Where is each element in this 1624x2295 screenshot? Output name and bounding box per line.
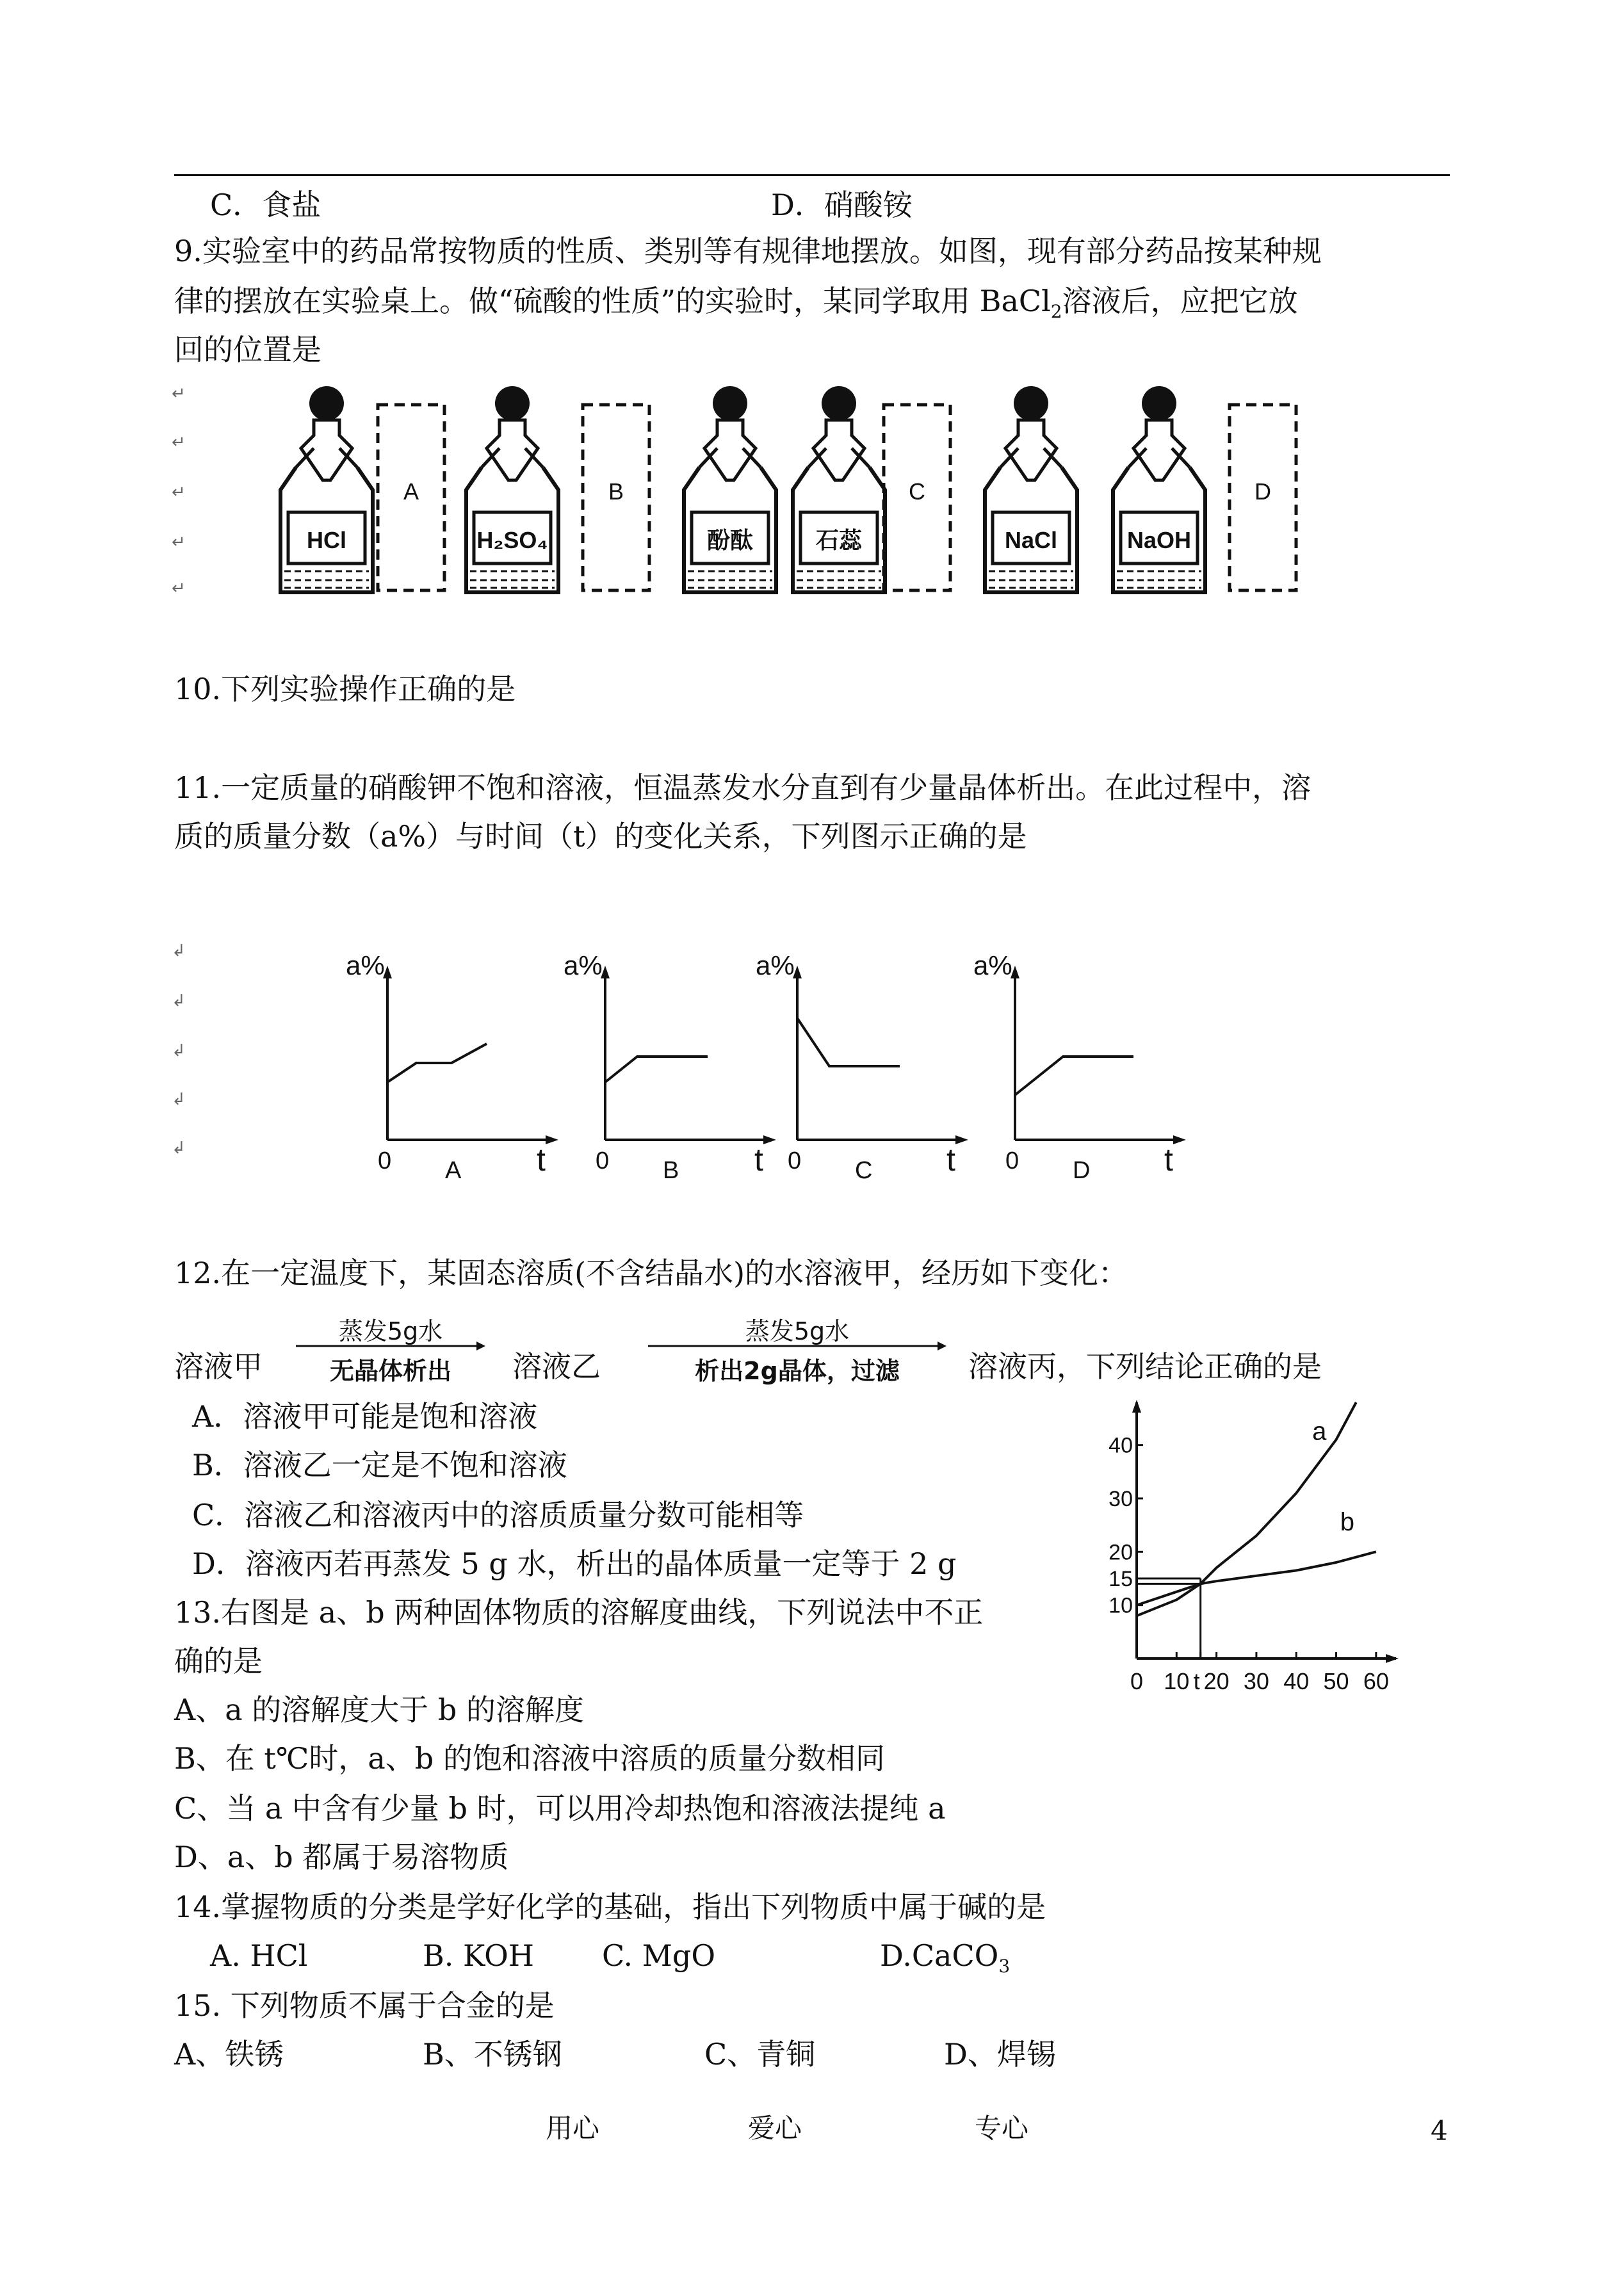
q15-option-a: A、铁锈 [174,2037,284,2072]
slot-label: B [608,478,624,505]
graph-option-label: B [663,1157,679,1184]
graph-option-label: C [855,1157,873,1184]
graph-option-label: D [1073,1157,1091,1184]
reagent-bottle [1113,386,1205,592]
q12-option-d: D．溶液丙若再蒸发 5 g 水，析出的晶体质量一定等于 2 g [192,1546,957,1581]
q14-text: 14.掌握物质的分类是学好化学的基础，指出下列物质中属于碱的是 [174,1890,1046,1924]
solubility-chart [1101,1396,1409,1703]
q14-option-c: C. MgO [602,1938,716,1973]
slot-label: C [909,478,925,505]
reagent-bottle [684,386,776,592]
reagent-bottle [793,386,885,592]
series-a-label: a [1312,1417,1327,1446]
q15-option-b: B、不锈钢 [423,2037,562,2072]
q12-s1: 溶液甲 [174,1349,263,1384]
q9-line2: 律的摆放在实验桌上。做“硫酸的性质”的实验时，某同学取用 BaCl$_2$溶液后，应把它放 [174,284,1298,323]
graph-b [564,950,776,1184]
q14-option-b: B. KOH [423,1938,535,1973]
q15-option-d: D、焊锡 [944,2037,1056,2072]
y-tick-label: 40 [1108,1433,1133,1458]
slot-box [884,405,950,590]
y-tick-label: 30 [1108,1487,1133,1511]
bottle-label: NaOH [1126,527,1192,553]
q12-s3: 溶液丙，下列结论正确的是 [968,1349,1322,1384]
q9-line1: 9.实验室中的药品常按物质的性质、类别等有规律地摆放。如图，现有部分药品按某种规 [174,234,1322,268]
q13-option-d: D、a、b 都属于易溶物质 [174,1840,509,1874]
slot-box [378,405,444,590]
graph-xlabel: t [1164,1142,1173,1178]
q13-option-c: C、当 a 中含有少量 b 时，可以用冷却热饱和溶液法提纯 a [174,1791,946,1826]
x-tick-label: 0 [1130,1668,1144,1694]
x-tick-label: 10 [1164,1668,1190,1694]
q11-graphs [333,948,1191,1191]
q8-option-d: D．硝酸铵 [771,188,913,222]
q12-option-a: A．溶液甲可能是饱和溶液 [192,1399,538,1434]
q15-option-c: C、青铜 [704,2037,816,2072]
bottle-label: HCl [307,527,346,553]
y-tick-label: 15 [1108,1567,1133,1591]
graph-origin: 0 [378,1148,392,1174]
graph-a [346,950,558,1184]
footer-zhuanxin: 专心 [975,2113,1029,2144]
graph-xlabel: t [946,1142,955,1178]
bottle-label: NaCl [1004,527,1058,553]
footer-yongxin: 用心 [546,2113,600,2144]
graph-xlabel: t [537,1142,546,1178]
reagent-bottle [280,386,373,592]
q13-option-a: A、a 的溶解度大于 b 的溶解度 [174,1692,584,1727]
q15-text: 15. 下列物质不属于合金的是 [174,1988,555,2023]
q12-arrow2: 蒸发5g水 析出2g晶体，过滤 [647,1306,948,1377]
q13-line1: 13.右图是 a、b 两种固体物质的溶解度曲线，下列说法中不正 [174,1595,984,1630]
q13-line2: 确的是 [174,1644,263,1678]
reagent-bottle [466,386,558,592]
q12-arrow1: 蒸发5g水 无晶体析出 [295,1306,487,1377]
graph-ylabel: a% [346,950,385,980]
y-tick-label: 10 [1108,1593,1133,1618]
bottle-label: 酚酞 [706,527,754,553]
graph-option-label: A [445,1157,462,1184]
q14-option-a: A. HCl [210,1938,308,1973]
q9-line3: 回的位置是 [174,332,321,367]
reagent-bottle [985,386,1077,592]
q12-line1: 12.在一定温度下，某固态溶质(不含结晶水)的水溶液甲，经历如下变化： [174,1256,1128,1290]
graph-origin: 0 [596,1148,610,1174]
x-tick-label: 20 [1203,1668,1230,1694]
x-tick-label: 40 [1283,1668,1310,1694]
q11-line1: 11.一定质量的硝酸钾不饱和溶液，恒温蒸发水分直到有少量晶体析出。在此过程中，溶 [174,770,1311,805]
slot-label: A [403,478,419,505]
graph-d [973,950,1186,1184]
slot-box [1230,405,1296,590]
slot-box [583,405,649,590]
footer-aixin: 爱心 [748,2113,802,2144]
q12-option-b: B．溶液乙一定是不饱和溶液 [192,1448,567,1482]
graph-xlabel: t [754,1142,763,1178]
q12-s2: 溶液乙 [512,1349,601,1384]
graph-ylabel: a% [973,950,1012,980]
graph-ylabel: a% [564,950,603,980]
slot-label: D [1255,478,1271,505]
graph-ylabel: a% [756,950,795,980]
series-b-label: b [1340,1508,1355,1536]
x-tick-label: t [1193,1668,1200,1694]
x-tick-label: 30 [1243,1668,1269,1694]
x-tick-label: 60 [1363,1668,1389,1694]
q13-option-b: B、在 t℃时，a、b 的饱和溶液中溶质的质量分数相同 [174,1741,885,1776]
x-tick-label: 50 [1323,1668,1349,1694]
bottle-label: 石蕊 [815,527,863,553]
q12-option-c: C．溶液乙和溶液丙中的溶质质量分数可能相等 [192,1498,804,1532]
q10-text: 10.下列实验操作正确的是 [174,672,516,706]
page-number: 4 [1431,2115,1448,2146]
q8-option-c: C．食盐 [210,188,321,222]
q14-option-d: D.CaCO$_3$ [880,1938,1011,1977]
q9-bottle-diagram [269,384,1319,615]
graph-c [756,950,968,1184]
graph-origin: 0 [788,1148,802,1174]
header-rule [174,174,1450,176]
q11-line2: 质的质量分数（a%）与时间（t）的变化关系，下列图示正确的是 [174,819,1027,854]
y-tick-label: 20 [1108,1540,1133,1565]
graph-origin: 0 [1005,1148,1019,1174]
bottle-label: H₂SO₄ [476,527,548,553]
